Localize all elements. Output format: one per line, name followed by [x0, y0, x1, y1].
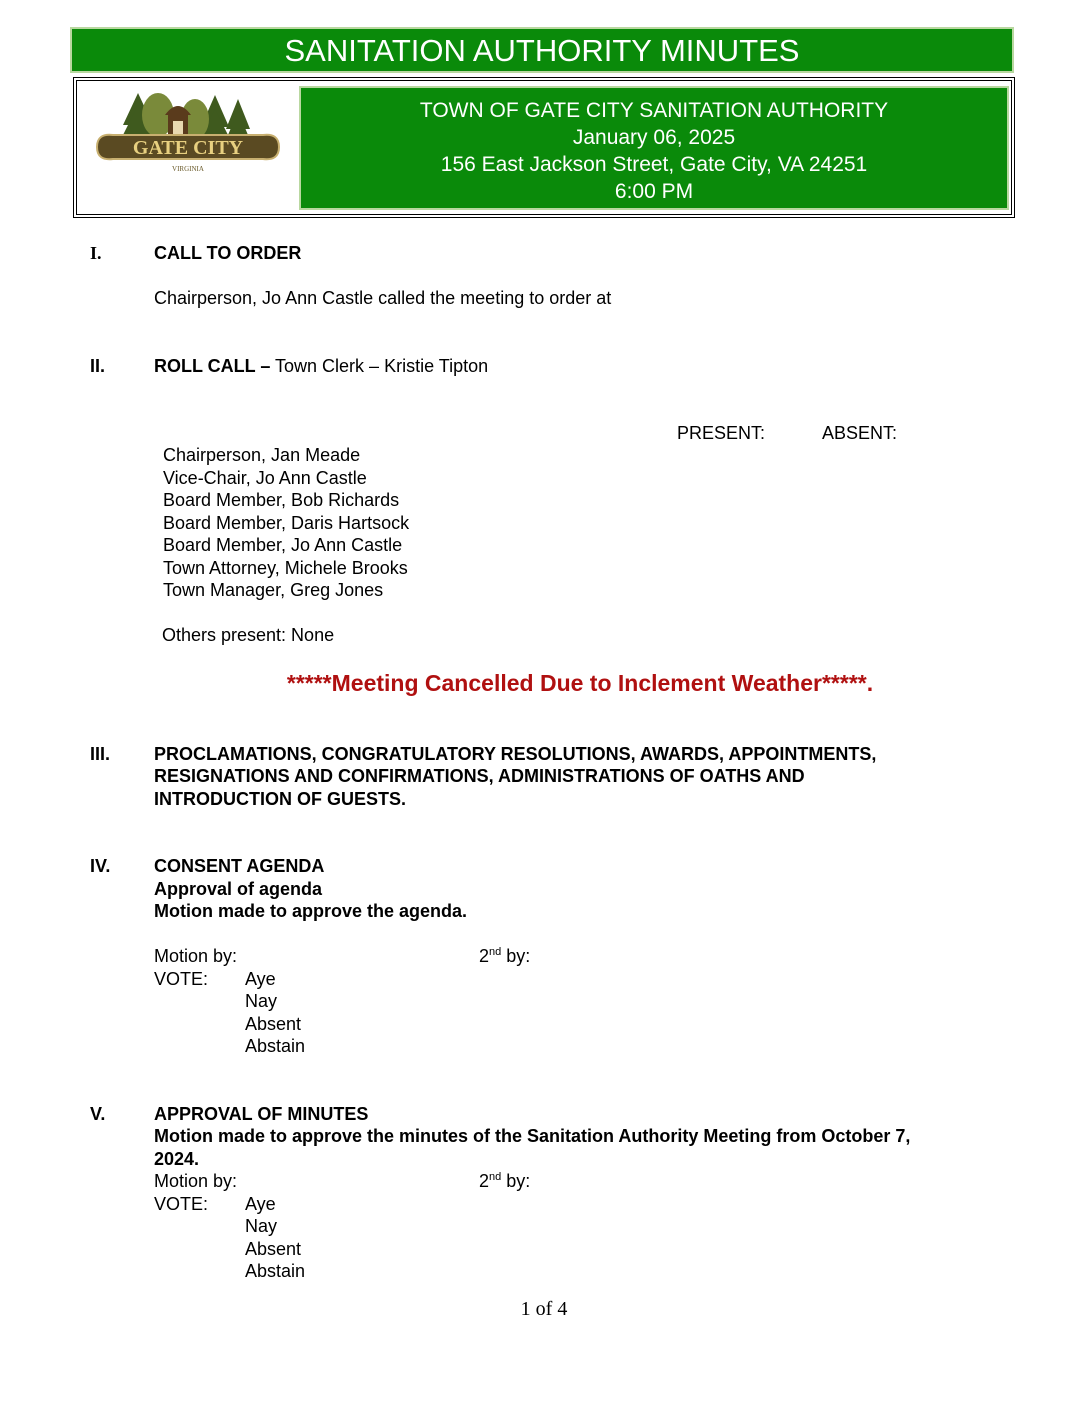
vote-option: Aye — [245, 969, 276, 989]
call-to-order-text: Chairperson, Jo Ann Castle called the meeting to order at — [154, 288, 612, 308]
vote-option: Absent — [245, 1239, 302, 1259]
vote-option: Abstain — [245, 1261, 306, 1281]
vote-option: Nay — [245, 991, 278, 1011]
section-number: IV. — [90, 856, 111, 876]
consent-sub: Approval of agenda — [154, 879, 323, 899]
meeting-time: 6:00 PM — [614, 180, 694, 203]
meeting-address: 156 East Jackson Street, Gate City, VA 24251 — [440, 153, 868, 176]
section-heading: APPROVAL OF MINUTES — [154, 1104, 369, 1124]
vote-option: Abstain — [245, 1036, 306, 1056]
others-present: Others present: None — [162, 625, 335, 645]
logo-text: GATE CITY — [132, 137, 244, 159]
present-label: PRESENT: — [677, 423, 766, 443]
consent-motion: Motion made to approve the agenda. — [154, 901, 468, 921]
header-box — [73, 77, 1015, 218]
section-heading: RESIGNATIONS AND CONFIRMATIONS, ADMINISTRATIONS OF OATHS AND — [154, 766, 805, 786]
vote-option: Aye — [245, 1194, 276, 1214]
second-by-label: 2nd by: — [479, 1171, 531, 1191]
member-row: Board Member, Daris Hartsock — [163, 513, 410, 533]
section-number: V. — [90, 1104, 106, 1124]
section-heading: CALL TO ORDER — [154, 243, 302, 263]
section-number: I. — [90, 243, 102, 263]
document-title: SANITATION AUTHORITY MINUTES — [70, 27, 1014, 73]
second-by-label: 2nd by: — [479, 946, 531, 966]
member-row: Town Attorney, Michele Brooks — [163, 558, 408, 578]
logo-subtitle: VIRGINIA — [172, 165, 204, 173]
roll-call-heading — [154, 356, 488, 377]
section-heading: INTRODUCTION OF GUESTS. — [154, 789, 406, 809]
section-number: III. — [90, 744, 111, 764]
section-heading: PROCLAMATIONS, CONGRATULATORY RESOLUTIONS, AWARDS, APPOINTMENTS, — [154, 744, 877, 764]
vote-label: VOTE: — [154, 969, 209, 989]
member-row: Board Member, Bob Richards — [163, 490, 400, 510]
motion-by-label: Motion by: — [154, 946, 238, 966]
org-name: TOWN OF GATE CITY SANITATION AUTHORITY — [419, 99, 889, 122]
member-row: Vice-Chair, Jo Ann Castle — [163, 468, 367, 488]
minutes-motion-cont: 2024. — [154, 1149, 200, 1169]
member-row: Town Manager, Greg Jones — [163, 580, 384, 600]
meeting-date: January 06, 2025 — [572, 126, 736, 149]
section-heading: ROLL CALL – — [154, 356, 271, 376]
vote-option: Nay — [245, 1216, 278, 1236]
gate-city-logo — [83, 85, 293, 213]
member-row: Board Member, Jo Ann Castle — [163, 535, 403, 555]
meeting-info — [299, 86, 1009, 210]
minutes-motion: Motion made to approve the minutes of the Sanitation Authority Meeting from October 7, — [154, 1126, 911, 1146]
member-row: Chairperson, Jan Meade — [163, 445, 361, 465]
section-heading: CONSENT AGENDA — [154, 856, 325, 876]
section-number: II. — [90, 356, 106, 376]
town-clerk: Town Clerk – Kristie Tipton — [275, 356, 489, 376]
vote-option: Absent — [245, 1014, 302, 1034]
motion-by-label: Motion by: — [154, 1171, 238, 1191]
cancellation-notice: *****Meeting Cancelled Due to Inclement Weather*****. — [286, 670, 874, 696]
vote-label: VOTE: — [154, 1194, 209, 1214]
page-number: 1 of 4 — [520, 1298, 568, 1320]
absent-label: ABSENT: — [822, 423, 898, 443]
